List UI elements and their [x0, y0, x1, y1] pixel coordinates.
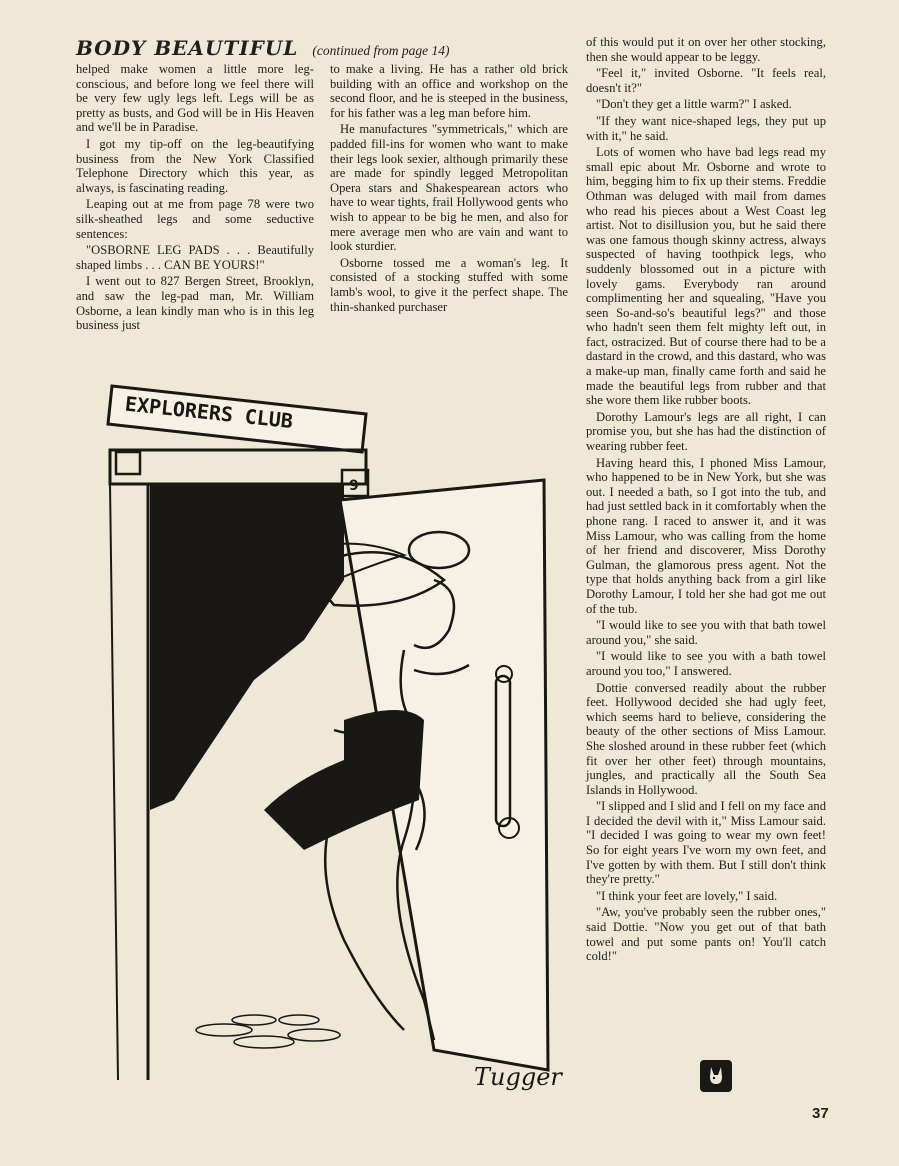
puddle	[196, 1015, 340, 1048]
paragraph: "I think your feet are lovely," I said.	[596, 888, 778, 903]
paragraph: I got my tip-off on the leg-beautifying business from the New York Classified Telephone Directory which this year, as always, is fascinating reading.	[76, 136, 314, 195]
paragraph: I went out to 827 Bergen Street, Brooklyn, and saw the leg-pad man, Mr. William Osborne, a lean kindly man who is in this leg business just	[76, 274, 314, 333]
paragraph: "Feel it," invited Osborne. "It feels real, doesn't it?"	[586, 66, 826, 95]
explorers-club-sign	[108, 386, 366, 452]
page-number: 37	[812, 1105, 829, 1122]
cartoon-illustration	[104, 380, 564, 1092]
paragraph: "Aw, you've probably seen the rubber ones," said Dottie. "Now you get out of that bath towel and put some pants on! You'll catch cold!"	[586, 905, 826, 964]
text-column-3	[586, 35, 826, 966]
text-column-1	[76, 62, 314, 335]
paragraph: "I would like to see you with that bath towel around you," she said.	[586, 618, 826, 647]
paragraph: of this would put it on over her other stocking, then she would appear to be leggy.	[586, 35, 826, 64]
article-title: BODY BEAUTIFUL	[76, 36, 299, 60]
paragraph: Osborne tossed me a woman's leg. It consisted of a stocking stuffed with some lamb's wool, to give it the perfect shape. The thin-shanked purchaser	[330, 255, 568, 314]
paragraph: Dottie conversed readily about the rubber feet. Hollywood decided she had ugly feet, which seems hard to believe, considering the beauty of the other sections of Miss Lamour. She sloshed around in these rubber feet (which fit over her other feet) through mountains, jungles, and practically all the South Sea Islands in Hollywood.	[586, 680, 826, 797]
paragraph: Dorothy Lamour's legs are all right, I can promise you, but she has had the distinction of wearing rubber feet.	[586, 409, 826, 454]
article-header	[76, 36, 576, 62]
door-plaque: 9	[349, 478, 359, 494]
rabbit-head-icon	[700, 1060, 732, 1092]
paragraph: Lots of women who have bad legs read my small epic about Mr. Osborne and wrote to him, begging him to fix up their stems. Freddie Othman was deluged with mail from dames who read his pieces about a West Coast leg artist. Not to disillusion you, but he said there was one famous though skinny actress, always suspected of having toothpick legs, who suddenly blossomed out in a picture with lovely gams. Everybody ran around complimenting her and squealing, "Have you seen So-and-so's beautiful legs?" and those who hadn't seen them felt mighty left out, in fact, ostracized. But of course there had to be a dastard in the crowd, and this dastard, who was a make-up man, finally came forth and said he made the beautiful legs from rubber and that she wore them like rubber boots.	[586, 145, 826, 408]
paragraph: to make a living. He has a rather old brick building with an office and workshop on the second floor, and he is steeped in the business, for his father was a leg man before him.	[330, 62, 568, 120]
paragraph: "If they want nice-shaped legs, they put up with it," he said.	[586, 113, 826, 143]
continued-note: (continued from page 14)	[312, 43, 450, 58]
text-column-2	[330, 62, 568, 316]
paragraph: "I would like to see you with a bath towel around you too," I answered.	[586, 649, 826, 678]
paragraph: "Don't they get a little warm?" I asked.	[596, 97, 792, 112]
sign-text: EXPLORERS CLUB	[123, 391, 295, 434]
paragraph: helped make women a little more leg-conscious, and before long we feel there will be very few ugly legs left. Legs will be as pretty as busts, and God will be in His Heaven and we'll be in Paradise.	[76, 62, 314, 135]
paragraph: Having heard this, I phoned Miss Lamour, who happened to be in New York, but she was out. I needed a bath, so I got into the tub, and had just settled back in it comfortably when the phone rang. I raced to answer it, and it was Miss Lamour, who was calling from the home of her friend and discoverer, Miss Dorothy Gulman, the glamorous press agent. Not the type that holds anything back from a girl like Dorothy Lamour, I told her she had got me out of the tub.	[586, 455, 826, 616]
paragraph: He manufactures "symmetricals," which are padded fill-ins for women who want to make their legs look sexier, although primarily these are made for spindly legged Metropolitan Opera stars and Shakespearean actors who have to wear tights, frail Hollywood gents who wish to appear to be big he men, and also for mere average men who are vain and want to look sturdier.	[330, 122, 568, 254]
paragraph: Leaping out at me from page 78 were two silk-sheathed legs and some seductive sentences:	[76, 197, 314, 241]
paragraph: "OSBORNE LEG PADS . . . Beautifully shaped limbs . . . CAN BE YOURS!"	[76, 243, 314, 272]
artist-signature: Tugger	[474, 1063, 562, 1091]
paragraph: "I slipped and I slid and I fell on my face and I decided the devil with it," Miss Lamour said. "I decided I was going to wear my own feet! So for eight years I've worn my own feet, and I've gotten by with them. But I still don't think they're pretty."	[586, 799, 826, 887]
